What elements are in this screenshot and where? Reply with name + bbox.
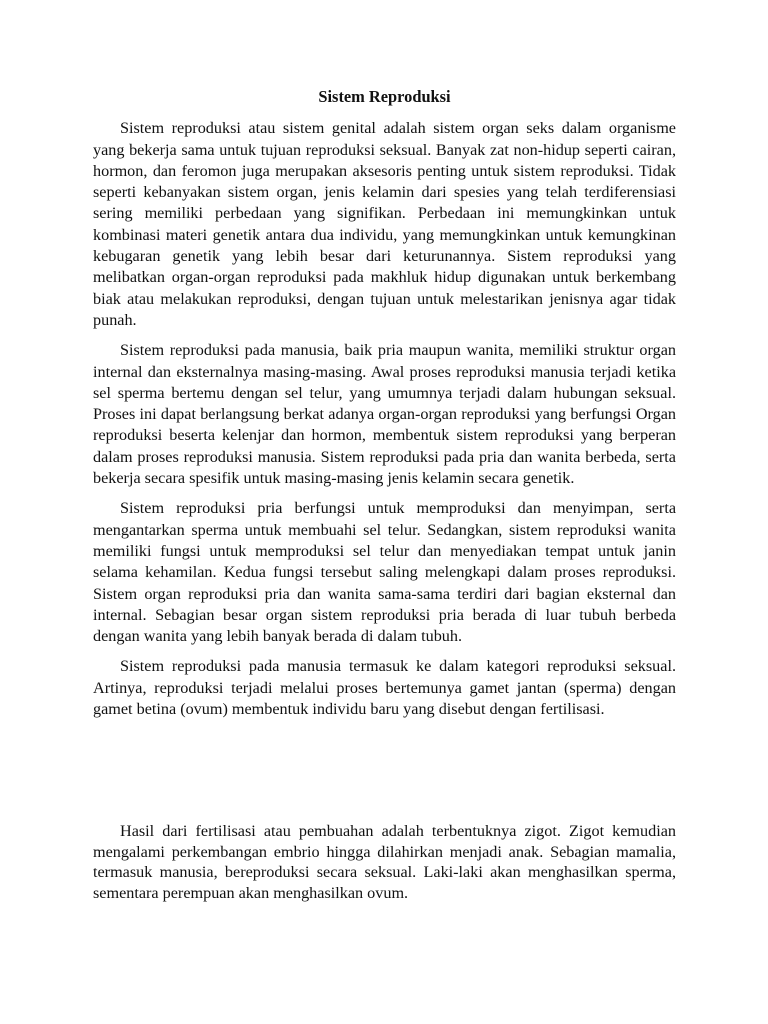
document-title: Sistem Reproduksi <box>318 87 451 106</box>
paragraph-3: Sistem reproduksi pria berfungsi untuk memproduksi dan menyimpan, serta mengantarkan sperma untuk membuahi sel telur. Sedangkan, sistem reproduksi wanita memiliki fungsi untuk memproduksi sel telur dan menyediakan tempat untuk janin selama kehamilan. Kedua fungsi tersebut saling melengkapi dalam proses reproduksi. Sistem organ reproduksi pria dan wanita sama-sama terdiri dari bagian eksternal dan internal. Sebagian besar organ sistem reproduksi pria berada di luar tubuh berbeda dengan wanita yang lebih banyak berada di dalam tubuh. <box>93 499 676 646</box>
paragraph-2: Sistem reproduksi pada manusia, baik pria maupun wanita, memiliki struktur organ internal dan eksternalnya masing-masing. Awal proses reproduksi manusia terjadi ketika sel sperma bertemu dengan sel telur, yang umumnya terjadi dalam hubungan seksual. Proses ini dapat berlangsung berkat adanya organ-organ reproduksi yang berfungsi Organ reproduksi beserta kelenjar dan hormon, membentuk sistem reproduksi yang berperan dalam proses reproduksi manusia. Sistem reproduksi pada pria dan wanita berbeda, serta bekerja secara spesifik untuk masing-masing jenis kelamin secara genetik. <box>93 341 676 488</box>
paragraph-4: Sistem reproduksi pada manusia termasuk ke dalam kategori reproduksi seksual. Artinya, reproduksi terjadi melalui proses bertemunya gamet jantan (sperma) dengan gamet betina (ovum) membentuk individu baru yang disebut dengan fertilisasi. <box>93 657 676 719</box>
paragraph-1: Sistem reproduksi atau sistem genital adalah sistem organ seks dalam organisme yang bekerja sama untuk tujuan reproduksi seksual. Banyak zat non-hidup seperti cairan, hormon, dan feromon juga merupakan aksesoris penting untuk sistem reproduksi. Tidak seperti kebanyakan sistem organ, jenis kelamin dari spesies yang telah terdiferensiasi sering memiliki perbedaan yang signifikan. Perbedaan ini memungkinkan untuk kombinasi materi genetik antara dua individu, yang memungkinkan untuk kemungkinan kebugaran genetik yang lebih besar dari keturunannya. Sistem reproduksi yang melibatkan organ-organ reproduksi pada makhluk hidup digunakan untuk berkembang biak atau melakukan reproduksi, dengan tujuan untuk melestarikan jenisnya agar tidak punah. <box>93 119 676 329</box>
document-body <box>93 86 676 902</box>
paragraph-5: Hasil dari fertilisasi atau pembuahan adalah terbentuknya zigot. Zigot kemudian mengalami perkembangan embrio hingga dilahirkan menjadi anak. Sebagian mamalia, termasuk manusia, bereproduksi secara seksual. Laki-laki akan menghasilkan sperma, sementara perempuan akan menghasilkan ovum. <box>93 822 676 902</box>
